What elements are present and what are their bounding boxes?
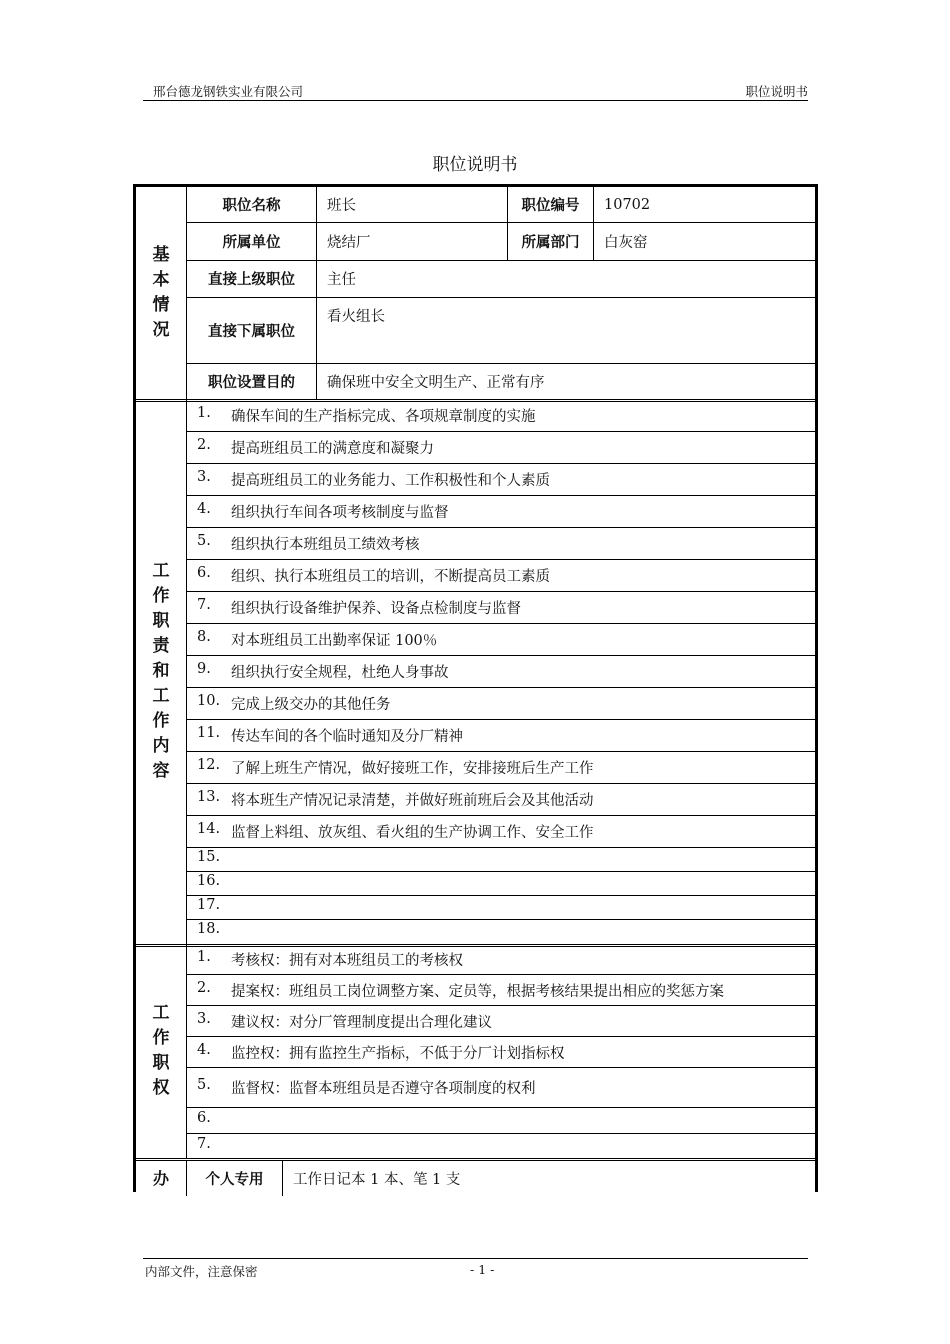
section-label-char: 权 <box>152 1078 170 1098</box>
item-text: 建议权：对分厂管理制度提出合理化建议 <box>231 1015 492 1031</box>
job-code-value: 10702 <box>604 196 651 213</box>
section-label-char: 作 <box>152 711 170 731</box>
item-text: 组织、执行本班组员工的培训，不断提高员工素质 <box>231 569 550 585</box>
basic-info-section <box>136 187 815 402</box>
duty-row <box>187 871 815 896</box>
subordinate-row <box>187 297 815 364</box>
item-number: 18. <box>197 921 221 937</box>
section-label-char: 工 <box>152 1003 170 1023</box>
duty-row <box>187 559 815 592</box>
duty-row <box>187 623 815 656</box>
item-number: 1. <box>197 949 211 965</box>
item-number: 2. <box>197 980 211 996</box>
duty-row <box>187 919 815 942</box>
authority-section <box>136 944 815 1159</box>
unit-row <box>187 222 815 261</box>
duties-section <box>136 399 815 947</box>
duty-row <box>187 655 815 688</box>
personal-use-label: 个人专用 <box>187 1161 283 1196</box>
section-label-char: 况 <box>152 320 170 340</box>
section-label-char: 基 <box>152 245 170 265</box>
section-label-char: 情 <box>152 295 170 315</box>
item-number: 7. <box>197 597 211 613</box>
authority-row <box>187 1036 815 1068</box>
item-text: 考核权：拥有对本班组员工的考核权 <box>231 953 463 969</box>
authority-row <box>187 1133 815 1158</box>
job-code-label: 职位编号 <box>508 187 594 222</box>
duty-row <box>187 463 815 496</box>
item-number: 17. <box>197 897 221 913</box>
duty-row <box>187 751 815 784</box>
item-number: 13. <box>197 789 221 805</box>
item-text: 组织执行本班组员工绩效考核 <box>231 537 420 553</box>
superior-row <box>187 260 815 298</box>
authority-row <box>187 974 815 1006</box>
item-number: 6. <box>197 565 211 581</box>
item-number: 5. <box>197 1077 211 1093</box>
unit-label: 所属单位 <box>187 222 317 260</box>
office-section-label: 办 <box>136 1161 187 1196</box>
duty-row <box>187 783 815 816</box>
job-name-row <box>187 187 815 223</box>
section-label-char: 容 <box>152 761 170 781</box>
section-label-char: 本 <box>152 270 170 290</box>
dept-value: 白灰窑 <box>604 234 648 251</box>
footer-note: 内部文件，注意保密 <box>145 1264 258 1279</box>
item-text: 组织执行车间各项考核制度与监督 <box>231 505 449 521</box>
subordinate-label: 直接下属职位 <box>187 297 317 363</box>
item-text: 监督权：监督本班组员是否遵守各项制度的权利 <box>231 1081 536 1097</box>
page-number: - 1 - <box>470 1262 495 1277</box>
duty-row <box>187 687 815 720</box>
section-label-char: 职 <box>152 611 170 631</box>
unit-value: 烧结厂 <box>317 222 508 260</box>
item-text: 传达车间的各个临时通知及分厂精神 <box>231 729 463 745</box>
section-label-char: 和 <box>152 661 170 681</box>
authority-row <box>187 1107 815 1134</box>
section-label-char: 作 <box>152 1028 170 1048</box>
item-number: 3. <box>197 469 211 485</box>
item-number: 16. <box>197 873 221 889</box>
purpose-value: 确保班中安全文明生产、正常有序 <box>327 374 545 391</box>
item-text: 完成上级交办的其他任务 <box>231 697 391 713</box>
section-label-char: 工 <box>152 686 170 706</box>
section-label-char: 作 <box>152 586 170 606</box>
purpose-label: 职位设置目的 <box>187 363 317 399</box>
item-number: 3. <box>197 1011 211 1027</box>
purpose-row <box>187 363 815 399</box>
duty-row <box>187 895 815 920</box>
item-text: 组织执行安全规程，杜绝人身事故 <box>231 665 449 681</box>
item-number: 11. <box>197 725 221 741</box>
company-name: 邢台德龙钢铁实业有限公司 <box>153 84 304 99</box>
duties-section-label <box>136 399 187 944</box>
personal-use-row <box>187 1161 815 1196</box>
section-label-char: 责 <box>152 636 170 656</box>
item-text: 了解上班生产情况，做好接班工作，安排接班后生产工作 <box>231 761 594 777</box>
item-number: 4. <box>197 1042 211 1058</box>
document-title: 职位说明书 <box>432 155 518 175</box>
subordinate-value: 看火组长 <box>327 309 385 325</box>
item-number: 6. <box>197 1110 211 1126</box>
job-name-value: 班长 <box>317 187 508 222</box>
superior-value: 主任 <box>327 272 356 288</box>
personal-use-value: 工作日记本 1 本、笔 1 支 <box>293 1172 461 1188</box>
section-label-char: 职 <box>152 1053 170 1073</box>
item-text: 提高班组员工的业务能力、工作积极性和个人素质 <box>231 473 550 489</box>
page-header <box>143 80 808 101</box>
authority-row <box>187 944 815 975</box>
item-number: 9. <box>197 661 211 677</box>
job-description-table <box>133 184 818 1192</box>
section-label-char: 内 <box>152 736 170 756</box>
item-text: 确保车间的生产指标完成、各项规章制度的实施 <box>231 409 536 425</box>
authority-section-label <box>136 944 187 1158</box>
item-number: 14. <box>197 821 221 837</box>
item-number: 15. <box>197 849 221 865</box>
duty-row <box>187 527 815 560</box>
duty-row <box>187 847 815 872</box>
item-number: 4. <box>197 501 211 517</box>
item-text: 监控权：拥有监控生产指标，不低于分厂计划指标权 <box>231 1046 565 1062</box>
item-number: 10. <box>197 693 221 709</box>
duty-row <box>187 495 815 528</box>
duty-row <box>187 591 815 624</box>
duty-row <box>187 815 815 848</box>
item-text: 提高班组员工的满意度和凝聚力 <box>231 441 434 457</box>
duty-row <box>187 399 815 432</box>
item-number: 12. <box>197 757 221 773</box>
item-text: 组织执行设备维护保养、设备点检制度与监督 <box>231 601 521 617</box>
authority-row <box>187 1067 815 1108</box>
basic-info-section-label <box>136 187 187 399</box>
item-number: 2. <box>197 437 211 453</box>
authority-row <box>187 1005 815 1037</box>
item-text: 监督上料组、放灰组、看火组的生产协调工作、安全工作 <box>231 825 594 841</box>
item-text: 将本班生产情况记录清楚，并做好班前班后会及其他活动 <box>231 793 594 809</box>
header-doc-type: 职位说明书 <box>745 84 808 99</box>
item-text: 对本班组员工出勤率保证 100％ <box>231 633 438 649</box>
footer-rule <box>143 1258 808 1259</box>
job-name-label: 职位名称 <box>187 187 317 222</box>
duty-row <box>187 431 815 464</box>
office-section <box>136 1160 815 1196</box>
item-number: 1. <box>197 405 211 421</box>
dept-label: 所属部门 <box>508 222 594 260</box>
item-number: 5. <box>197 533 211 549</box>
duty-row <box>187 719 815 752</box>
superior-label: 直接上级职位 <box>187 260 317 297</box>
item-number: 8. <box>197 629 211 645</box>
item-text: 提案权：班组员工岗位调整方案、定员等，根据考核结果提出相应的奖惩方案 <box>231 984 724 1000</box>
item-number: 7. <box>197 1136 211 1152</box>
section-label-char: 工 <box>152 561 170 581</box>
